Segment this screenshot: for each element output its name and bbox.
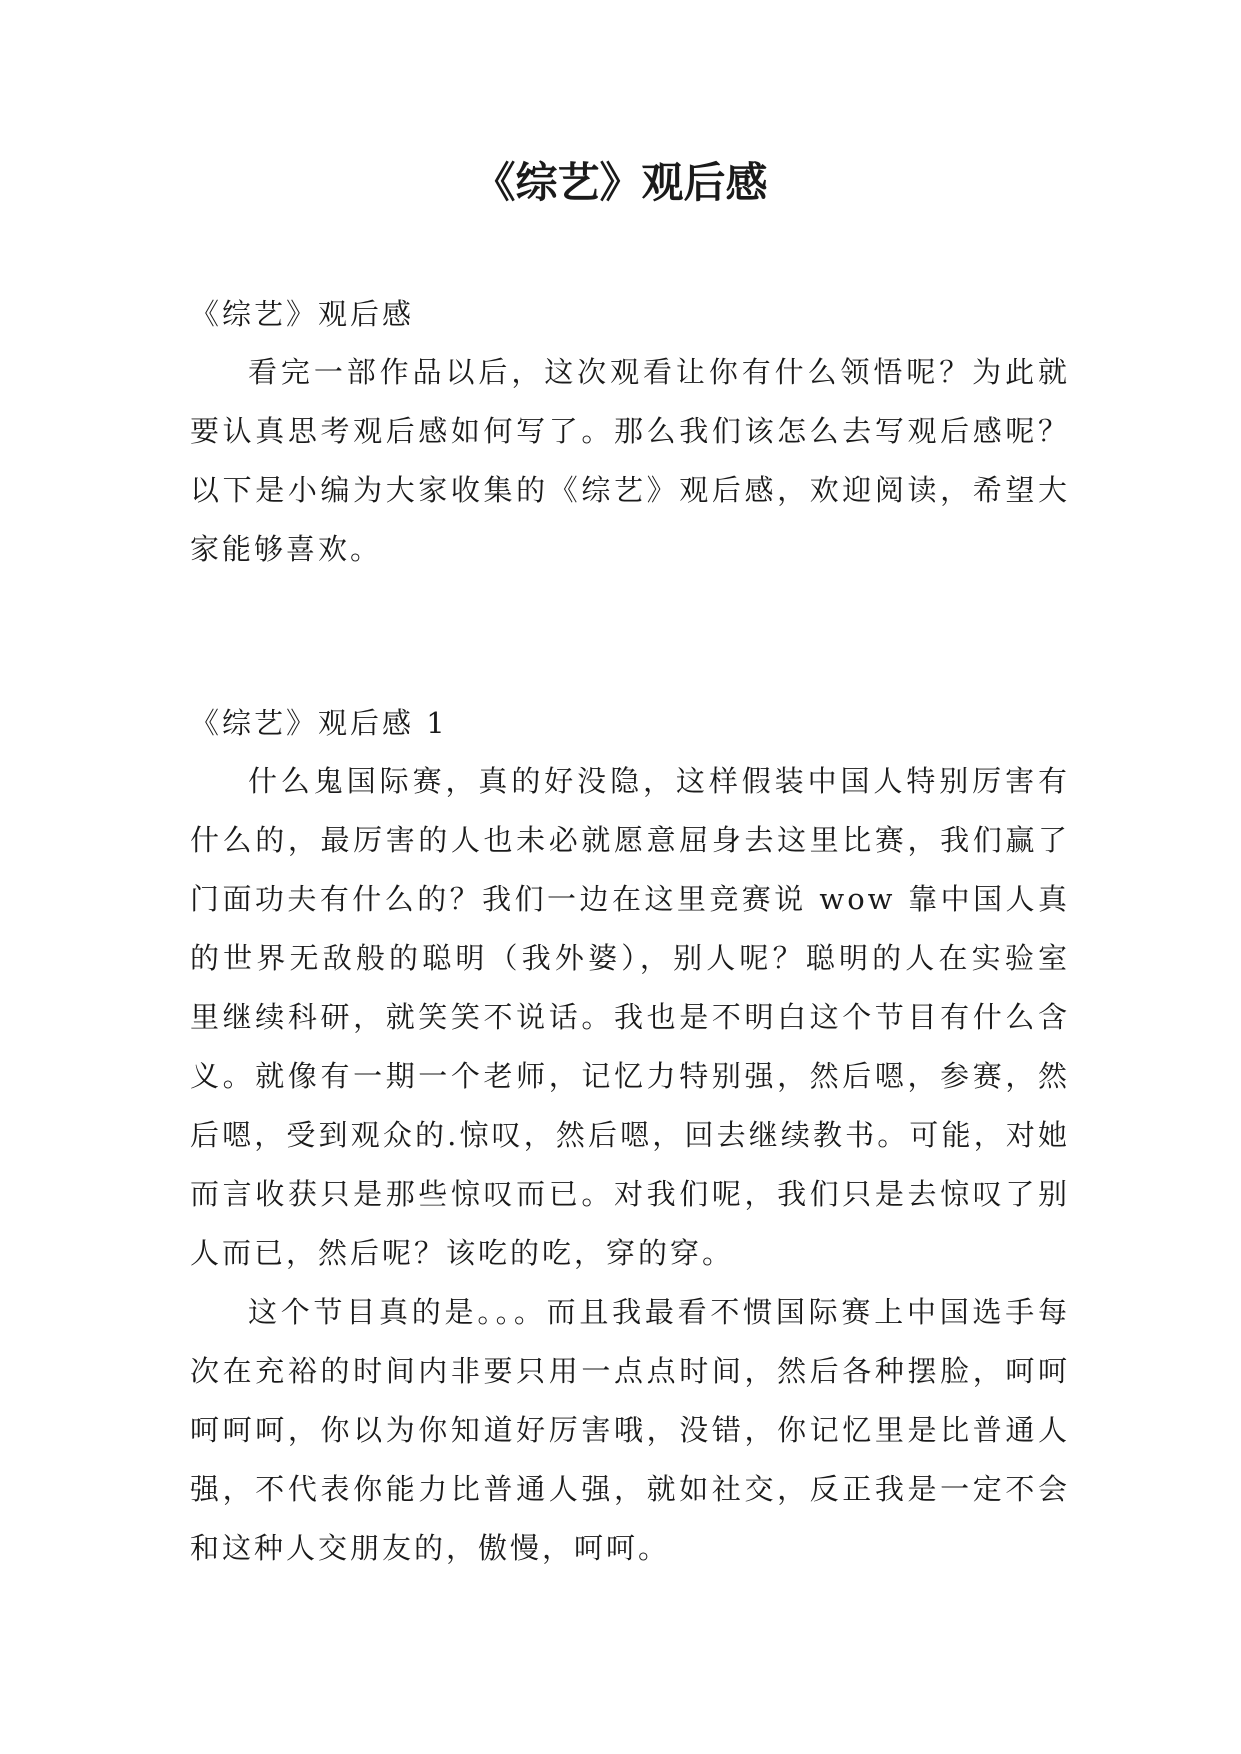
document-title: 《综艺》观后感 xyxy=(473,158,768,207)
section-1-paragraph-2: 这个节目真的是。。。而且我最看不惯国际赛上中国选手每次在充裕的时间内非要只用一点点时间，然后各种摆脸，呵呵呵呵呵，你以为你知道好厉害哦，没错，你记忆里是比普通人强，不代表你能力比普通人强，就如社交，反正我是一定不会和这种人交朋友的，傲慢，呵呵。 xyxy=(190,1295,1070,1565)
section-1-paragraph-1: 什么鬼国际赛，真的好没隐，这样假装中国人特别厉害有什么的，最厉害的人也未必就愿意屈身去这里比赛，我们赢了门面功夫有什么的？我们一边在这里竞赛说 wow 靠中国人真的世界无敌般的聪明（我外婆），别人呢？聪明的人在实验室里继续科研，就笑笑不说话。我也是不明白这个节目有什么含义。就像有一期一个老师，记忆力特别强，然后嗯，参赛，然后嗯，受到观众的.惊叹，然后嗯，回去继续教书。可能，对她而言收获只是那些惊叹而已。对我们呢，我们只是去惊叹了别人而已，然后呢？该吃的吃，穿的穿。 xyxy=(190,764,1070,1270)
section-1-heading: 《综艺》观后感 1 xyxy=(190,706,448,740)
intro-paragraph: 看完一部作品以后，这次观看让你有什么领悟呢？为此就要认真思考观后感如何写了。那么我们该怎么去写观后感呢？以下是小编为大家收集的《综艺》观后感，欢迎阅读，希望大家能够喜欢。 xyxy=(190,355,1070,566)
section-1 xyxy=(190,702,1070,1578)
intro-subtitle: 《综艺》观后感 xyxy=(190,297,415,331)
intro-section xyxy=(190,293,1070,579)
